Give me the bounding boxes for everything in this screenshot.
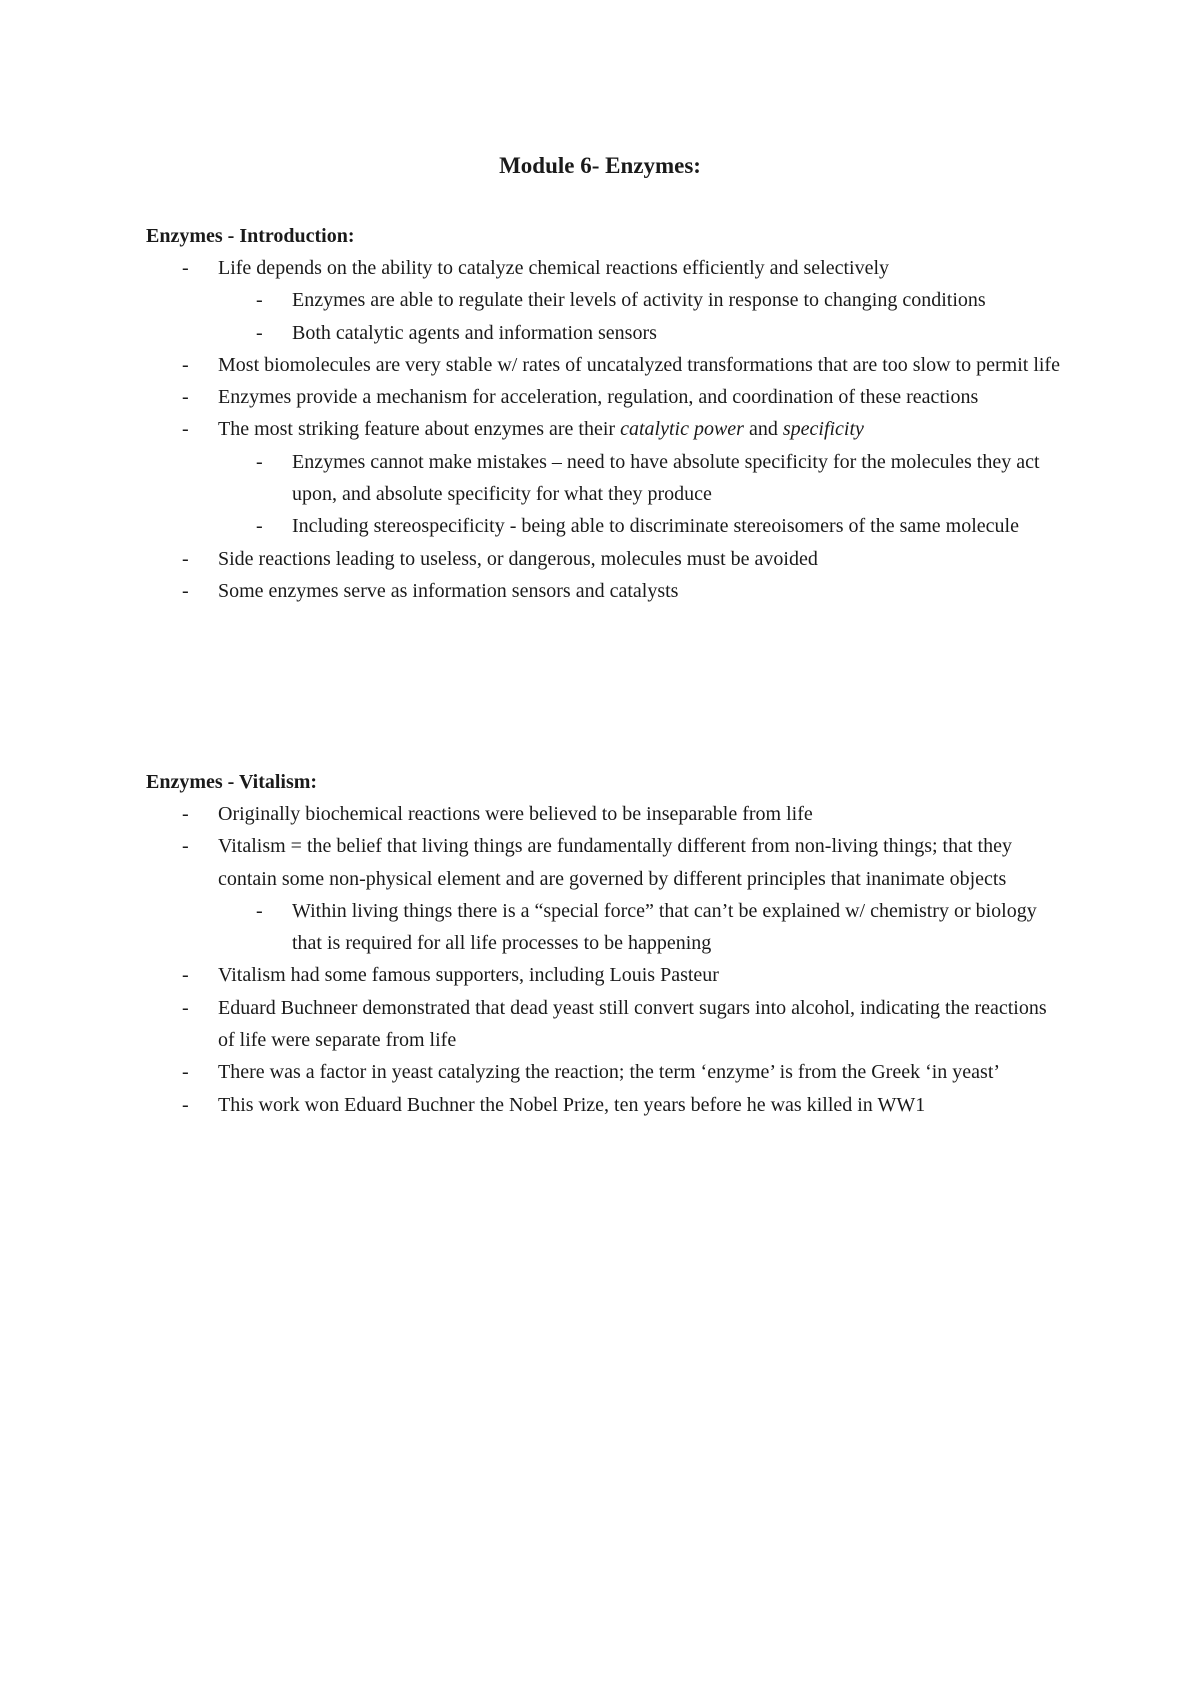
list-item-text: This work won Eduard Buchner the Nobel Prize, ten years before he was killed in WW1 (218, 1093, 926, 1116)
list-item-text: Life depends on the ability to catalyze chemical reactions efficiently and selectively (218, 257, 890, 279)
bullet-dash: - (182, 996, 189, 1019)
list-item (146, 575, 1066, 607)
list-item (146, 349, 1066, 381)
bullet-dash: - (182, 835, 189, 858)
text-segment: and (743, 418, 783, 441)
list-item-text: Originally biochemical reactions were believed to be inseparable from life (218, 803, 813, 825)
bullet-dash: - (182, 547, 189, 570)
bullet-dash: - (182, 964, 189, 987)
list-item (146, 830, 1066, 895)
bullet-dash: - (256, 450, 263, 473)
bullet-dash: - (182, 257, 189, 279)
list-item-text: Enzymes are able to regulate their levels of activity in response to changing conditions (292, 289, 986, 312)
sub-list-item (146, 510, 1066, 542)
bullet-dash: - (182, 418, 189, 441)
sub-list-item (146, 317, 1066, 349)
bullet-dash: - (182, 1093, 189, 1116)
bullet-list (146, 798, 1066, 1121)
list-item (146, 413, 1066, 445)
list-item (146, 252, 1066, 284)
list-item (146, 992, 1066, 1057)
sub-list-item (146, 895, 1066, 960)
list-item (146, 1056, 1066, 1088)
bullet-dash: - (182, 803, 189, 825)
bullet-dash: - (182, 353, 189, 376)
section-introduction (146, 220, 1066, 607)
italic-term: specificity (782, 418, 864, 441)
bullet-dash: - (256, 321, 263, 344)
list-item-text: Side reactions leading to useless, or dangerous, molecules must be avoided (218, 547, 818, 570)
sub-list-item (146, 446, 1066, 511)
list-item-text (218, 418, 864, 440)
list-item (146, 543, 1066, 575)
list-item-text: There was a factor in yeast catalyzing the reaction; the term ‘enzyme’ is from the Greek ‘in yeast’ (218, 1061, 1001, 1084)
list-item-text: Some enzymes serve as information sensors and catalysts (218, 579, 679, 602)
bullet-dash: - (182, 386, 189, 409)
list-item-text: Vitalism = the belief that living things are fundamentally different from non-living things; that they contain some non-physical element and are governed by different principles that inanimate objects (218, 835, 1012, 890)
section-vitalism (146, 766, 1066, 1121)
list-item-text: Enzymes provide a mechanism for acceleration, regulation, and coordination of these reactions (218, 386, 979, 409)
list-item (146, 798, 1066, 830)
list-item-text: Enzymes cannot make mistakes – need to have absolute specificity for the molecules they act upon, and absolute specificity for what they produce (292, 450, 1040, 506)
sub-list-item (146, 284, 1066, 316)
list-item-text: Eduard Buchneer demonstrated that dead yeast still convert sugars into alcohol, indicating the reactions of life were separate from life (218, 996, 1047, 1052)
list-item (146, 1089, 1066, 1121)
section-heading: Enzymes - Vitalism: (146, 771, 318, 793)
bullet-dash: - (256, 515, 263, 538)
bullet-dash: - (182, 1061, 189, 1084)
list-item-text: Both catalytic agents and information sensors (292, 321, 657, 344)
list-item (146, 959, 1066, 991)
bullet-list (146, 252, 1066, 607)
list-item-text: Most biomolecules are very stable w/ rates of uncatalyzed transformations that are too slow to permit life (218, 353, 1060, 376)
list-item-text: Including stereospecificity - being able to discriminate stereoisomers of the same molecule (292, 515, 1019, 538)
section-heading: Enzymes - Introduction: (146, 225, 355, 247)
document-title: Module 6- Enzymes: (499, 153, 701, 178)
bullet-dash: - (256, 289, 263, 312)
italic-term: catalytic power (620, 418, 744, 441)
bullet-dash: - (256, 899, 263, 922)
list-item-text: Vitalism had some famous supporters, including Louis Pasteur (218, 964, 719, 987)
list-item (146, 381, 1066, 413)
list-item-text: Within living things there is a “special force” that can’t be explained w/ chemistry or biology that is required for all life processes to be happening (292, 899, 1037, 955)
text-segment: The most striking feature about enzymes are their (218, 418, 621, 441)
bullet-dash: - (182, 579, 189, 602)
